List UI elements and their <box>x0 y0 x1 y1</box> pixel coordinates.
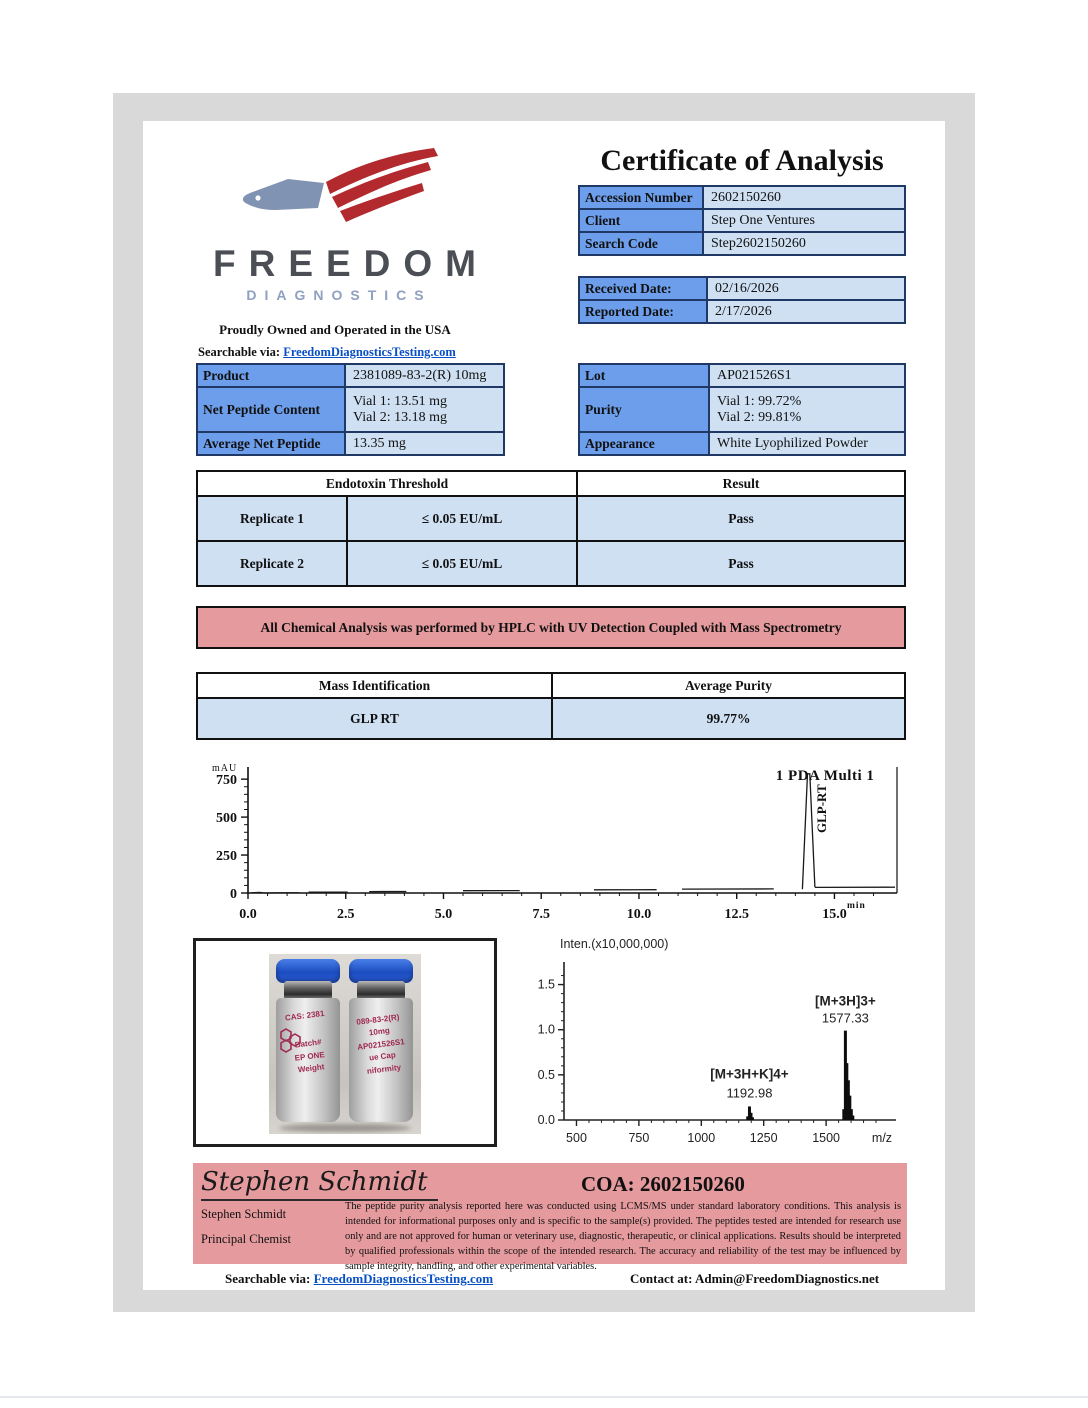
vial-2-cap <box>349 959 413 983</box>
svg-text:min: min <box>847 901 866 911</box>
product-label: Product <box>197 364 345 387</box>
table-row <box>579 232 905 255</box>
svg-text:2.5: 2.5 <box>336 907 355 922</box>
net-peptide-vial1: Vial 1: 13.51 mg <box>353 393 448 409</box>
searchable-link[interactable]: FreedomDiagnosticsTesting.com <box>283 345 456 359</box>
endotoxin-table <box>196 470 906 587</box>
table-row <box>579 300 905 323</box>
svg-text:[M+3H]3+: [M+3H]3+ <box>815 993 876 1009</box>
svg-text:15.0: 15.0 <box>822 907 847 922</box>
table-row <box>579 186 905 209</box>
brand-tagline: Proudly Owned and Operated in the USA <box>219 322 451 337</box>
vial-shadow <box>279 1124 411 1132</box>
svg-text:500: 500 <box>216 811 237 827</box>
vial-1-glass <box>276 998 340 1122</box>
vial-1-logo-text: EP ONE <box>294 1049 326 1063</box>
replicate1-label: Replicate 1 <box>197 496 347 541</box>
svg-text:GLP-RT: GLP-RT <box>813 784 829 833</box>
footer-searchable <box>225 1271 493 1287</box>
svg-text:1192.98: 1192.98 <box>726 1085 773 1101</box>
disclaimer-text: The peptide purity analysis reported here was conducted using LCMS/MS under standard laboratory conditions. This analysis is intended for informational purposes only and is specific to the sample(s) provided. The peptides tested are intended for research use only and are not approved for human or veterinary use, diagnostic, therapeutic, or clinical applications. Results should be interpreted by qualified professionals within the scope of the intended research. The accuracy and reliability of the test may be influenced by sample integrity, handling, and other experimental variables. <box>345 1201 901 1272</box>
svg-text:500: 500 <box>566 1131 587 1145</box>
coa-reference: COA: 2602150260 <box>581 1172 745 1196</box>
client-label: Client <box>579 209 703 232</box>
mass-spectrum-chart <box>524 932 906 1152</box>
svg-text:1.5: 1.5 <box>537 977 555 992</box>
searchable-line <box>198 345 456 360</box>
vial-2-line: 089-83-2(R) <box>355 1012 400 1027</box>
signature-block <box>193 1163 907 1272</box>
bottom-rule <box>0 1396 1088 1398</box>
net-peptide-label: Net Peptide Content <box>197 387 345 432</box>
net-peptide-value <box>345 387 504 432</box>
replicate2-result: Pass <box>577 541 905 586</box>
lot-value: AP021526S1 <box>709 364 905 387</box>
search-code-value: Step2602150260 <box>703 232 905 255</box>
mass-id-value: GLP RT <box>197 698 552 739</box>
vial-photo <box>269 954 421 1134</box>
svg-text:1577.33: 1577.33 <box>821 1010 869 1026</box>
footer-searchable-link[interactable]: FreedomDiagnosticsTesting.com <box>313 1271 494 1286</box>
table-row <box>579 209 905 232</box>
avg-net-peptide-label: Average Net Peptide <box>197 432 345 455</box>
svg-text:1500: 1500 <box>812 1131 841 1145</box>
search-code-label: Search Code <box>579 232 703 255</box>
table-row <box>579 277 905 300</box>
purity-vial2: Vial 2: 99.81% <box>717 409 802 425</box>
net-peptide-vial2: Vial 2: 13.18 mg <box>353 409 448 425</box>
svg-text:10.0: 10.0 <box>626 907 652 922</box>
svg-text:0.0: 0.0 <box>537 1113 555 1127</box>
brand-name: FREEDOM <box>213 243 489 284</box>
vial-2-line: niformity <box>366 1062 402 1076</box>
svg-text:0.5: 0.5 <box>537 1067 555 1082</box>
vial-photo-box <box>193 938 497 1147</box>
received-date-label: Received Date: <box>579 277 707 300</box>
svg-text:1000: 1000 <box>687 1131 716 1145</box>
table-row <box>579 387 905 432</box>
endotoxin-result-header: Result <box>577 471 905 496</box>
svg-text:[M+3H+K]4+: [M+3H+K]4+ <box>710 1066 789 1082</box>
brand-subtitle: DIAGNOSTICS <box>246 287 432 303</box>
svg-text:12.5: 12.5 <box>724 907 749 922</box>
method-banner: All Chemical Analysis was performed by HPLC with UV Detection Coupled with Mass Spectrometry <box>196 606 906 649</box>
client-value: Step One Ventures <box>703 209 905 232</box>
svg-text:mAU: mAU <box>212 763 238 774</box>
svg-text:5.0: 5.0 <box>434 907 453 922</box>
avg-purity-header: Average Purity <box>552 673 905 698</box>
svg-text:1.0: 1.0 <box>537 1022 555 1037</box>
vial-2-line: 10mg <box>368 1026 391 1038</box>
svg-text:750: 750 <box>216 773 237 789</box>
svg-text:0.0: 0.0 <box>239 907 257 922</box>
replicate1-result: Pass <box>577 496 905 541</box>
lot-table <box>578 363 906 456</box>
vial-2 <box>346 959 416 1129</box>
svg-text:1250: 1250 <box>749 1131 778 1145</box>
searchable-label: Searchable via: <box>198 345 281 359</box>
svg-text:750: 750 <box>628 1131 650 1145</box>
vial-1-line: CAS: 2381 <box>284 1008 325 1023</box>
signer-name: Stephen Schmidt <box>201 1207 287 1221</box>
dates-table <box>578 276 906 324</box>
replicate2-label: Replicate 2 <box>197 541 347 586</box>
vial-1-label <box>276 1006 340 1079</box>
product-value: 2381089-83-2(R) 10mg <box>345 364 504 387</box>
svg-text:7.5: 7.5 <box>532 907 550 922</box>
vial-2-line: AP021526S1 <box>356 1036 406 1052</box>
footer-searchable-label: Searchable via: <box>225 1271 311 1286</box>
hplc-chromatogram-chart <box>198 753 905 925</box>
page-title: Certificate of Analysis <box>600 144 884 177</box>
signer-role: Principal Chemist <box>201 1232 291 1246</box>
signature-script: Stephen Schmidt <box>201 1167 438 1201</box>
vial-1 <box>273 959 343 1129</box>
reported-date-label: Reported Date: <box>579 300 707 323</box>
table-row <box>197 432 504 455</box>
footer-contact: Contact at: Admin@FreedomDiagnostics.net <box>630 1271 880 1286</box>
accession-table <box>578 185 906 256</box>
reported-date-value: 2/17/2026 <box>707 300 905 323</box>
table-row <box>579 432 905 455</box>
accession-number-label: Accession Number <box>579 186 703 209</box>
avg-purity-value: 99.77% <box>552 698 905 739</box>
mass-id-header: Mass Identification <box>197 673 552 698</box>
svg-text:250: 250 <box>216 849 237 865</box>
table-row <box>197 364 504 387</box>
freedom-eagle-icon <box>230 148 440 236</box>
table-row <box>579 364 905 387</box>
vial-2-line: ue Cap <box>368 1050 397 1063</box>
svg-text:m/z: m/z <box>871 1131 893 1145</box>
purity-value <box>709 387 905 432</box>
table-row <box>197 673 905 698</box>
received-date-value: 02/16/2026 <box>707 277 905 300</box>
svg-text:0: 0 <box>230 887 237 902</box>
svg-text:1 PDA Multi 1: 1 PDA Multi 1 <box>775 768 875 784</box>
mass-identification-table <box>196 672 906 740</box>
vial-2-glass <box>349 998 413 1122</box>
table-row <box>197 698 905 739</box>
replicate2-threshold: ≤ 0.05 EU/mL <box>347 541 577 586</box>
vial-1-cap <box>276 959 340 983</box>
endotoxin-threshold-header: Endotoxin Threshold <box>197 471 577 496</box>
appearance-value: White Lyophilized Powder <box>709 432 905 455</box>
product-table <box>196 363 505 456</box>
lot-label: Lot <box>579 364 709 387</box>
vial-2-label <box>349 1010 413 1079</box>
vial-1-line: Batch# <box>294 1037 322 1050</box>
avg-net-peptide-value: 13.35 mg <box>345 432 504 455</box>
table-row <box>197 496 905 541</box>
table-row <box>197 387 504 432</box>
purity-vial1: Vial 1: 99.72% <box>717 393 802 409</box>
replicate1-threshold: ≤ 0.05 EU/mL <box>347 496 577 541</box>
appearance-label: Appearance <box>579 432 709 455</box>
accession-number-value: 2602150260 <box>703 186 905 209</box>
svg-text:Inten.(x10,000,000): Inten.(x10,000,000) <box>560 937 669 951</box>
purity-label: Purity <box>579 387 709 432</box>
table-row <box>197 541 905 586</box>
vial-1-line: Weight <box>297 1062 325 1075</box>
table-row <box>197 471 905 496</box>
logo-block <box>200 148 489 303</box>
